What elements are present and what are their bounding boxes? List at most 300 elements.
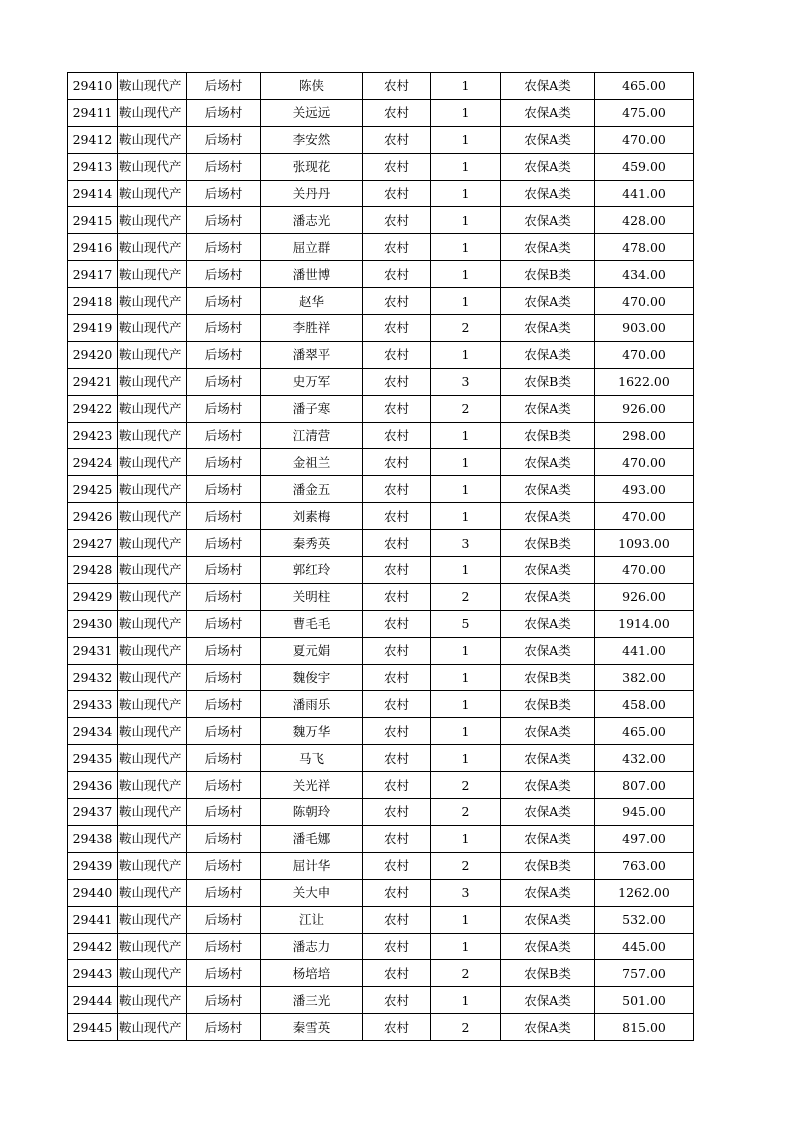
unit-cell: 鞍山现代产	[118, 449, 187, 476]
unit-cell: 鞍山现代产	[118, 718, 187, 745]
household-size-cell: 2	[431, 583, 501, 610]
household-size-cell: 1	[431, 503, 501, 530]
area-cell: 农村	[363, 960, 431, 987]
unit-cell: 鞍山现代产	[118, 637, 187, 664]
household-size-cell: 1	[431, 637, 501, 664]
household-size-cell: 1	[431, 557, 501, 584]
category-cell: 农保A类	[501, 126, 595, 153]
name-cell: 陈侠	[261, 73, 363, 100]
table-row	[68, 799, 694, 826]
record-id-cell: 29442	[68, 933, 118, 960]
household-size-cell: 1	[431, 234, 501, 261]
amount-cell: 298.00	[595, 422, 694, 449]
village-cell: 后场村	[187, 772, 261, 799]
amount-cell: 1622.00	[595, 368, 694, 395]
village-cell: 后场村	[187, 73, 261, 100]
household-size-cell: 1	[431, 449, 501, 476]
category-cell: 农保A类	[501, 772, 595, 799]
amount-cell: 470.00	[595, 449, 694, 476]
area-cell: 农村	[363, 1014, 431, 1041]
household-size-cell: 3	[431, 530, 501, 557]
record-id-cell: 29431	[68, 637, 118, 664]
table-row	[68, 530, 694, 557]
area-cell: 农村	[363, 288, 431, 315]
village-cell: 后场村	[187, 207, 261, 234]
category-cell: 农保A类	[501, 1014, 595, 1041]
unit-cell: 鞍山现代产	[118, 234, 187, 261]
household-size-cell: 1	[431, 73, 501, 100]
amount-cell: 501.00	[595, 987, 694, 1014]
unit-cell: 鞍山现代产	[118, 664, 187, 691]
area-cell: 农村	[363, 718, 431, 745]
household-size-cell: 1	[431, 153, 501, 180]
unit-cell: 鞍山现代产	[118, 799, 187, 826]
category-cell: 农保B类	[501, 691, 595, 718]
record-id-cell: 29437	[68, 799, 118, 826]
table-row	[68, 341, 694, 368]
table-row	[68, 718, 694, 745]
household-size-cell: 1	[431, 207, 501, 234]
village-cell: 后场村	[187, 530, 261, 557]
area-cell: 农村	[363, 126, 431, 153]
name-cell: 潘毛娜	[261, 825, 363, 852]
category-cell: 农保B类	[501, 261, 595, 288]
village-cell: 后场村	[187, 99, 261, 126]
category-cell: 农保A类	[501, 315, 595, 342]
record-id-cell: 29421	[68, 368, 118, 395]
category-cell: 农保B类	[501, 960, 595, 987]
village-cell: 后场村	[187, 288, 261, 315]
village-cell: 后场村	[187, 557, 261, 584]
area-cell: 农村	[363, 987, 431, 1014]
amount-cell: 532.00	[595, 906, 694, 933]
category-cell: 农保A类	[501, 73, 595, 100]
table-row	[68, 368, 694, 395]
village-cell: 后场村	[187, 395, 261, 422]
amount-cell: 1093.00	[595, 530, 694, 557]
name-cell: 李胜祥	[261, 315, 363, 342]
household-size-cell: 1	[431, 825, 501, 852]
category-cell: 农保B类	[501, 530, 595, 557]
name-cell: 屈立群	[261, 234, 363, 261]
record-id-cell: 29443	[68, 960, 118, 987]
amount-cell: 445.00	[595, 933, 694, 960]
unit-cell: 鞍山现代产	[118, 180, 187, 207]
area-cell: 农村	[363, 207, 431, 234]
name-cell: 关远远	[261, 99, 363, 126]
record-id-cell: 29417	[68, 261, 118, 288]
village-cell: 后场村	[187, 422, 261, 449]
area-cell: 农村	[363, 933, 431, 960]
unit-cell: 鞍山现代产	[118, 395, 187, 422]
table-row	[68, 852, 694, 879]
household-size-cell: 1	[431, 288, 501, 315]
name-cell: 屈计华	[261, 852, 363, 879]
table-row	[68, 207, 694, 234]
name-cell: 李安然	[261, 126, 363, 153]
household-size-cell: 3	[431, 368, 501, 395]
category-cell: 农保A类	[501, 207, 595, 234]
area-cell: 农村	[363, 906, 431, 933]
area-cell: 农村	[363, 825, 431, 852]
record-id-cell: 29412	[68, 126, 118, 153]
village-cell: 后场村	[187, 691, 261, 718]
household-size-cell: 2	[431, 960, 501, 987]
village-cell: 后场村	[187, 153, 261, 180]
category-cell: 农保A类	[501, 799, 595, 826]
unit-cell: 鞍山现代产	[118, 906, 187, 933]
village-cell: 后场村	[187, 664, 261, 691]
table-row	[68, 557, 694, 584]
unit-cell: 鞍山现代产	[118, 207, 187, 234]
record-id-cell: 29440	[68, 879, 118, 906]
name-cell: 潘志力	[261, 933, 363, 960]
village-cell: 后场村	[187, 852, 261, 879]
category-cell: 农保A类	[501, 503, 595, 530]
household-size-cell: 1	[431, 261, 501, 288]
household-size-cell: 2	[431, 395, 501, 422]
unit-cell: 鞍山现代产	[118, 852, 187, 879]
name-cell: 张现花	[261, 153, 363, 180]
unit-cell: 鞍山现代产	[118, 610, 187, 637]
village-cell: 后场村	[187, 476, 261, 503]
household-size-cell: 2	[431, 1014, 501, 1041]
name-cell: 杨培培	[261, 960, 363, 987]
area-cell: 农村	[363, 180, 431, 207]
unit-cell: 鞍山现代产	[118, 368, 187, 395]
amount-cell: 465.00	[595, 718, 694, 745]
household-size-cell: 1	[431, 180, 501, 207]
village-cell: 后场村	[187, 583, 261, 610]
name-cell: 秦秀英	[261, 530, 363, 557]
village-cell: 后场村	[187, 449, 261, 476]
table-row	[68, 583, 694, 610]
amount-cell: 432.00	[595, 745, 694, 772]
household-size-cell: 3	[431, 879, 501, 906]
table-body	[68, 73, 694, 1041]
name-cell: 赵华	[261, 288, 363, 315]
record-id-cell: 29416	[68, 234, 118, 261]
category-cell: 农保A类	[501, 449, 595, 476]
village-cell: 后场村	[187, 987, 261, 1014]
amount-cell: 470.00	[595, 557, 694, 584]
village-cell: 后场村	[187, 180, 261, 207]
category-cell: 农保A类	[501, 557, 595, 584]
amount-cell: 434.00	[595, 261, 694, 288]
category-cell: 农保A类	[501, 825, 595, 852]
area-cell: 农村	[363, 368, 431, 395]
name-cell: 潘翠平	[261, 341, 363, 368]
amount-cell: 458.00	[595, 691, 694, 718]
amount-cell: 815.00	[595, 1014, 694, 1041]
village-cell: 后场村	[187, 745, 261, 772]
category-cell: 农保A类	[501, 583, 595, 610]
record-id-cell: 29432	[68, 664, 118, 691]
amount-cell: 763.00	[595, 852, 694, 879]
amount-cell: 493.00	[595, 476, 694, 503]
category-cell: 农保A类	[501, 987, 595, 1014]
name-cell: 潘子寒	[261, 395, 363, 422]
category-cell: 农保A类	[501, 234, 595, 261]
amount-cell: 428.00	[595, 207, 694, 234]
household-size-cell: 1	[431, 476, 501, 503]
unit-cell: 鞍山现代产	[118, 530, 187, 557]
name-cell: 魏俊宇	[261, 664, 363, 691]
area-cell: 农村	[363, 772, 431, 799]
category-cell: 农保A类	[501, 180, 595, 207]
table-row	[68, 503, 694, 530]
table-row	[68, 476, 694, 503]
unit-cell: 鞍山现代产	[118, 879, 187, 906]
record-id-cell: 29418	[68, 288, 118, 315]
amount-cell: 470.00	[595, 288, 694, 315]
amount-cell: 945.00	[595, 799, 694, 826]
record-id-cell: 29419	[68, 315, 118, 342]
unit-cell: 鞍山现代产	[118, 99, 187, 126]
unit-cell: 鞍山现代产	[118, 126, 187, 153]
amount-cell: 475.00	[595, 99, 694, 126]
table-row	[68, 73, 694, 100]
area-cell: 农村	[363, 852, 431, 879]
household-size-cell: 1	[431, 664, 501, 691]
name-cell: 潘金五	[261, 476, 363, 503]
table-row	[68, 234, 694, 261]
name-cell: 潘三光	[261, 987, 363, 1014]
category-cell: 农保B类	[501, 852, 595, 879]
table-row	[68, 933, 694, 960]
household-size-cell: 1	[431, 691, 501, 718]
unit-cell: 鞍山现代产	[118, 261, 187, 288]
household-size-cell: 1	[431, 422, 501, 449]
unit-cell: 鞍山现代产	[118, 1014, 187, 1041]
name-cell: 金祖兰	[261, 449, 363, 476]
name-cell: 魏万华	[261, 718, 363, 745]
village-cell: 后场村	[187, 261, 261, 288]
area-cell: 农村	[363, 234, 431, 261]
record-id-cell: 29430	[68, 610, 118, 637]
record-id-cell: 29424	[68, 449, 118, 476]
village-cell: 后场村	[187, 234, 261, 261]
category-cell: 农保B类	[501, 368, 595, 395]
record-id-cell: 29420	[68, 341, 118, 368]
area-cell: 农村	[363, 261, 431, 288]
amount-cell: 497.00	[595, 825, 694, 852]
amount-cell: 441.00	[595, 637, 694, 664]
name-cell: 潘志光	[261, 207, 363, 234]
category-cell: 农保B类	[501, 422, 595, 449]
household-size-cell: 1	[431, 341, 501, 368]
area-cell: 农村	[363, 476, 431, 503]
name-cell: 马飞	[261, 745, 363, 772]
household-size-cell: 2	[431, 772, 501, 799]
record-id-cell: 29410	[68, 73, 118, 100]
category-cell: 农保A类	[501, 637, 595, 664]
area-cell: 农村	[363, 73, 431, 100]
area-cell: 农村	[363, 745, 431, 772]
village-cell: 后场村	[187, 1014, 261, 1041]
table-row	[68, 906, 694, 933]
category-cell: 农保A类	[501, 395, 595, 422]
unit-cell: 鞍山现代产	[118, 422, 187, 449]
amount-cell: 465.00	[595, 73, 694, 100]
record-id-cell: 29429	[68, 583, 118, 610]
name-cell: 潘世博	[261, 261, 363, 288]
household-size-cell: 5	[431, 610, 501, 637]
household-size-cell: 1	[431, 933, 501, 960]
village-cell: 后场村	[187, 610, 261, 637]
amount-cell: 757.00	[595, 960, 694, 987]
name-cell: 曹毛毛	[261, 610, 363, 637]
village-cell: 后场村	[187, 825, 261, 852]
area-cell: 农村	[363, 583, 431, 610]
record-id-cell: 29436	[68, 772, 118, 799]
table-row	[68, 180, 694, 207]
name-cell: 夏元娟	[261, 637, 363, 664]
table-row	[68, 315, 694, 342]
record-id-cell: 29439	[68, 852, 118, 879]
name-cell: 史万军	[261, 368, 363, 395]
table-row	[68, 422, 694, 449]
area-cell: 农村	[363, 610, 431, 637]
category-cell: 农保A类	[501, 745, 595, 772]
record-id-cell: 29428	[68, 557, 118, 584]
area-cell: 农村	[363, 315, 431, 342]
table-row	[68, 745, 694, 772]
unit-cell: 鞍山现代产	[118, 772, 187, 799]
record-id-cell: 29435	[68, 745, 118, 772]
category-cell: 农保A类	[501, 476, 595, 503]
name-cell: 江让	[261, 906, 363, 933]
village-cell: 后场村	[187, 503, 261, 530]
area-cell: 农村	[363, 637, 431, 664]
household-size-cell: 1	[431, 99, 501, 126]
unit-cell: 鞍山现代产	[118, 315, 187, 342]
category-cell: 农保B类	[501, 664, 595, 691]
area-cell: 农村	[363, 449, 431, 476]
household-size-cell: 2	[431, 852, 501, 879]
area-cell: 农村	[363, 664, 431, 691]
name-cell: 秦雪英	[261, 1014, 363, 1041]
category-cell: 农保A类	[501, 99, 595, 126]
record-id-cell: 29422	[68, 395, 118, 422]
amount-cell: 1914.00	[595, 610, 694, 637]
name-cell: 关丹丹	[261, 180, 363, 207]
name-cell: 关明柱	[261, 583, 363, 610]
household-size-cell: 1	[431, 718, 501, 745]
record-id-cell: 29441	[68, 906, 118, 933]
table-row	[68, 879, 694, 906]
amount-cell: 926.00	[595, 583, 694, 610]
table-row	[68, 449, 694, 476]
table-row	[68, 1014, 694, 1041]
village-cell: 后场村	[187, 933, 261, 960]
unit-cell: 鞍山现代产	[118, 288, 187, 315]
record-id-cell: 29434	[68, 718, 118, 745]
unit-cell: 鞍山现代产	[118, 557, 187, 584]
village-cell: 后场村	[187, 906, 261, 933]
record-id-cell: 29414	[68, 180, 118, 207]
village-cell: 后场村	[187, 368, 261, 395]
area-cell: 农村	[363, 422, 431, 449]
area-cell: 农村	[363, 879, 431, 906]
category-cell: 农保A类	[501, 879, 595, 906]
table-row	[68, 825, 694, 852]
amount-cell: 470.00	[595, 503, 694, 530]
village-cell: 后场村	[187, 960, 261, 987]
unit-cell: 鞍山现代产	[118, 987, 187, 1014]
unit-cell: 鞍山现代产	[118, 503, 187, 530]
amount-cell: 470.00	[595, 126, 694, 153]
table-row	[68, 288, 694, 315]
unit-cell: 鞍山现代产	[118, 476, 187, 503]
category-cell: 农保A类	[501, 153, 595, 180]
area-cell: 农村	[363, 530, 431, 557]
name-cell: 刘素梅	[261, 503, 363, 530]
village-cell: 后场村	[187, 341, 261, 368]
table-row	[68, 153, 694, 180]
category-cell: 农保A类	[501, 718, 595, 745]
unit-cell: 鞍山现代产	[118, 341, 187, 368]
amount-cell: 382.00	[595, 664, 694, 691]
record-id-cell: 29427	[68, 530, 118, 557]
village-cell: 后场村	[187, 315, 261, 342]
household-size-cell: 1	[431, 745, 501, 772]
table-row	[68, 987, 694, 1014]
unit-cell: 鞍山现代产	[118, 933, 187, 960]
village-cell: 后场村	[187, 637, 261, 664]
village-cell: 后场村	[187, 799, 261, 826]
category-cell: 农保A类	[501, 288, 595, 315]
table-row	[68, 637, 694, 664]
amount-cell: 478.00	[595, 234, 694, 261]
area-cell: 农村	[363, 395, 431, 422]
unit-cell: 鞍山现代产	[118, 825, 187, 852]
record-id-cell: 29413	[68, 153, 118, 180]
amount-cell: 441.00	[595, 180, 694, 207]
amount-cell: 807.00	[595, 772, 694, 799]
unit-cell: 鞍山现代产	[118, 73, 187, 100]
unit-cell: 鞍山现代产	[118, 691, 187, 718]
table-row	[68, 99, 694, 126]
amount-cell: 470.00	[595, 341, 694, 368]
table-row	[68, 261, 694, 288]
household-size-cell: 2	[431, 315, 501, 342]
table-row	[68, 691, 694, 718]
record-id-cell: 29438	[68, 825, 118, 852]
unit-cell: 鞍山现代产	[118, 960, 187, 987]
record-id-cell: 29425	[68, 476, 118, 503]
name-cell: 陈朝玲	[261, 799, 363, 826]
unit-cell: 鞍山现代产	[118, 583, 187, 610]
record-id-cell: 29415	[68, 207, 118, 234]
amount-cell: 1262.00	[595, 879, 694, 906]
village-cell: 后场村	[187, 879, 261, 906]
amount-cell: 903.00	[595, 315, 694, 342]
record-id-cell: 29426	[68, 503, 118, 530]
area-cell: 农村	[363, 691, 431, 718]
table-row	[68, 772, 694, 799]
table-row	[68, 664, 694, 691]
village-cell: 后场村	[187, 126, 261, 153]
amount-cell: 926.00	[595, 395, 694, 422]
household-size-cell: 1	[431, 987, 501, 1014]
name-cell: 潘雨乐	[261, 691, 363, 718]
village-cell: 后场村	[187, 718, 261, 745]
name-cell: 关大申	[261, 879, 363, 906]
category-cell: 农保A类	[501, 933, 595, 960]
name-cell: 郭红玲	[261, 557, 363, 584]
unit-cell: 鞍山现代产	[118, 745, 187, 772]
